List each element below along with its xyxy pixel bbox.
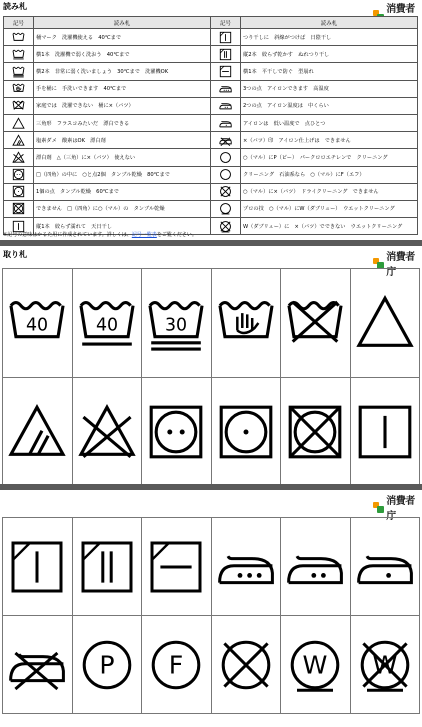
taking-card[interactable]	[72, 616, 142, 714]
taking-card[interactable]	[350, 378, 420, 487]
taking-cards-grid-1	[2, 268, 420, 487]
right-symbol-cell	[211, 166, 241, 183]
right-reading-text: クリーニング 石油系なら ○（マル）にF（エフ）	[241, 166, 418, 183]
wash-40-icon	[12, 31, 25, 44]
temp-label: 40	[95, 315, 118, 336]
taking-card[interactable]	[211, 616, 281, 714]
tumble-dry-high-icon	[12, 168, 25, 181]
taking-card[interactable]	[350, 616, 420, 714]
right-reading-text: 2つの点 アイロン温度は 中くらい	[241, 97, 418, 114]
do-not-wetclean-icon	[219, 220, 232, 233]
tumble-dry-high-icon	[145, 401, 207, 463]
left-reading-text: □（四角）の中に ○と点2個 タンブル乾燥 80℃まで	[34, 166, 211, 183]
table-row	[4, 46, 418, 63]
table-header-row	[4, 17, 418, 29]
left-reading-text: 漂白剤 △（三角）に×（バツ） 使えない	[34, 149, 211, 166]
iron-high-icon	[219, 82, 232, 95]
drip-dry-icon	[219, 48, 232, 61]
taking-card[interactable]	[281, 518, 351, 616]
do-not-iron-icon	[219, 134, 232, 147]
temp-label: 30	[165, 315, 188, 336]
right-symbol-cell	[211, 46, 241, 63]
drip-dry-icon	[77, 537, 137, 597]
left-symbol-cell	[4, 80, 34, 97]
caa-logo-icon	[372, 501, 384, 514]
taking-card[interactable]	[142, 518, 212, 616]
iron-high-icon	[216, 537, 276, 597]
taking-card[interactable]	[72, 269, 142, 378]
right-symbol-cell	[211, 218, 241, 235]
caa-logo-text: 消費者	[386, 4, 415, 15]
right-reading-text: 横1本 平干しで防ぐ 型崩れ	[241, 63, 418, 80]
taking-card[interactable]	[211, 378, 281, 487]
left-reading-text: 縦1本 絞らず濡れて 天日干し	[34, 218, 211, 235]
taking-card[interactable]	[142, 616, 212, 714]
table-row	[4, 63, 418, 80]
right-reading-text: ×（バツ）印 アイロン仕上げは できません	[241, 132, 418, 149]
right-symbol-cell	[211, 80, 241, 97]
do-not-tumble-dry-icon	[12, 202, 25, 215]
caa-logo-text: 消費者庁	[386, 496, 415, 522]
right-reading-text: ○（マル）に×（バツ） ドライクリーニング できません	[241, 183, 418, 200]
iron-medium-icon	[219, 99, 232, 112]
taking-card[interactable]	[211, 518, 281, 616]
table-row	[4, 200, 418, 217]
right-reading-text: プロの技 ○（マル）にW（ダブリュー） ウエットクリーニング	[241, 200, 418, 217]
wash-30-very-gentle-icon	[12, 65, 25, 78]
symbol-letter: F	[169, 649, 184, 679]
table-row	[4, 29, 418, 46]
taking-card[interactable]	[3, 269, 73, 378]
tumble-dry-low-icon	[215, 401, 277, 463]
taking-card[interactable]	[72, 518, 142, 616]
table-row	[4, 80, 418, 97]
table-row	[4, 132, 418, 149]
drip-line-dry-icon	[354, 401, 416, 463]
taking-card[interactable]	[350, 269, 420, 378]
left-symbol-cell	[4, 200, 34, 217]
left-reading-text: 横2本 非常に弱く洗いましょう 30℃まで 洗濯機OK	[34, 63, 211, 80]
dryclean-p-icon	[77, 635, 137, 695]
left-reading-text: 三角形 フラスコみたいだ 漂白できる	[34, 114, 211, 131]
card-row	[3, 378, 420, 487]
caa-logo-text: 消費者庁	[386, 252, 415, 278]
do-not-bleach-icon	[12, 151, 25, 164]
section-divider-2	[0, 484, 422, 490]
do-not-tumble-dry-icon	[284, 401, 346, 463]
taking-card[interactable]	[72, 378, 142, 487]
do-not-dryclean-icon	[216, 635, 276, 695]
right-symbol-cell	[211, 132, 241, 149]
symbol-list-link[interactable]: 記号一覧表	[131, 232, 157, 238]
left-reading-text: 家庭では 洗濯できない 桶に×（バツ）	[34, 97, 211, 114]
card-row	[3, 269, 420, 378]
right-reading-text: つり干しに 斜線がつけば 日陰干し	[241, 29, 418, 46]
footnote	[3, 231, 197, 238]
table-row	[4, 97, 418, 114]
left-reading-text: 1個の点 タンブル乾燥 60℃まで	[34, 183, 211, 200]
right-symbol-cell	[211, 114, 241, 131]
flat-dry-icon	[219, 65, 232, 78]
left-reading-text: できません □（四角）に○（マル）の タンブル乾燥	[34, 200, 211, 217]
taking-card[interactable]	[281, 378, 351, 487]
hand-wash-icon	[215, 292, 277, 354]
taking-card[interactable]	[142, 378, 212, 487]
header-code-left: 記号	[4, 17, 34, 29]
do-not-iron-icon	[7, 635, 67, 695]
do-not-wash-icon	[284, 292, 346, 354]
flat-dry-icon	[146, 537, 206, 597]
left-reading-text: 横1本 洗濯機で弱く洗おう 40℃まで	[34, 46, 211, 63]
bleach-ok-icon	[12, 117, 25, 130]
taking-card[interactable]	[3, 378, 73, 487]
table-row	[4, 149, 418, 166]
right-reading-text: 縦2本 絞らず乾かす ぬれつり干し	[241, 46, 418, 63]
do-not-wetclean-icon	[355, 635, 415, 695]
left-reading-text: 桶マーク 洗濯機使える 40℃まで	[34, 29, 211, 46]
oxygen-bleach-icon	[12, 134, 25, 147]
card-row	[3, 616, 420, 714]
header-reading-left: 読み札	[34, 17, 211, 29]
do-not-bleach-icon	[76, 401, 138, 463]
right-symbol-cell	[211, 63, 241, 80]
left-symbol-cell	[4, 132, 34, 149]
left-symbol-cell	[4, 183, 34, 200]
line-dry-shade-icon	[7, 537, 67, 597]
right-symbol-cell	[211, 97, 241, 114]
symbol-letter: W	[372, 649, 398, 679]
left-symbol-cell	[4, 46, 34, 63]
temp-label: 40	[26, 315, 49, 336]
right-reading-text: W（ダブリュー）に ×（バツ）でできない ウエットクリーニング	[241, 218, 418, 235]
symbol-letter: P	[99, 649, 115, 679]
left-symbol-cell	[4, 166, 34, 183]
right-reading-text: ○（マル）にP（ピー） パークロロエチレンで クリーニング	[241, 149, 418, 166]
left-symbol-cell	[4, 63, 34, 80]
table-row	[4, 183, 418, 200]
wash-40-gentle-icon	[76, 292, 138, 354]
taking-card[interactable]	[3, 616, 73, 714]
taking-card[interactable]	[281, 616, 351, 714]
dryclean-p-icon	[219, 151, 232, 164]
hand-wash-icon	[12, 82, 25, 95]
card-row	[3, 518, 420, 616]
wash-30-very-gentle-icon	[145, 292, 207, 354]
table-row	[4, 114, 418, 131]
section-title-taking-cards: 取り札	[3, 250, 27, 259]
footnote-text-end: をご覧ください。	[156, 232, 197, 238]
header-reading-right: 読み札	[241, 17, 418, 29]
taking-card[interactable]	[142, 269, 212, 378]
left-reading-text: 塩素ダメ 酸素はOK 漂白剤	[34, 132, 211, 149]
oxygen-bleach-icon	[6, 401, 68, 463]
taking-card[interactable]	[350, 518, 420, 616]
taking-card[interactable]	[3, 518, 73, 616]
taking-card[interactable]	[281, 269, 351, 378]
wash-40-gentle-icon	[12, 48, 25, 61]
tumble-dry-low-icon	[12, 185, 25, 198]
taking-cards-grid-2	[2, 517, 420, 714]
section-divider	[0, 240, 422, 246]
right-symbol-cell	[211, 29, 241, 46]
wash-40-icon	[6, 292, 68, 354]
symbol-letter: W	[302, 649, 328, 679]
wetclean-icon	[219, 202, 232, 215]
left-symbol-cell	[4, 29, 34, 46]
left-reading-text: 手を桶に 手洗いできます 40℃まで	[34, 80, 211, 97]
do-not-dryclean-icon	[219, 185, 232, 198]
reading-cards-table	[3, 16, 418, 235]
do-not-wash-icon	[12, 99, 25, 112]
section-title-reading-cards: 読み札	[3, 2, 27, 11]
dryclean-f-icon	[219, 168, 232, 181]
left-symbol-cell	[4, 97, 34, 114]
line-dry-shade-icon	[219, 31, 232, 44]
right-reading-text: アイロンは 低い温度で 点ひとつ	[241, 114, 418, 131]
footnote-text: ※記号の意味はかるた用に作成されています。詳しくは、	[3, 232, 132, 238]
dryclean-f-icon	[146, 635, 206, 695]
bleach-ok-icon	[354, 292, 416, 354]
left-symbol-cell	[4, 149, 34, 166]
right-reading-text: 3つの点 アイロンできます 高温度	[241, 80, 418, 97]
iron-medium-icon	[285, 537, 345, 597]
iron-low-icon	[219, 117, 232, 130]
wetclean-icon	[285, 635, 345, 695]
right-symbol-cell	[211, 183, 241, 200]
right-symbol-cell	[211, 149, 241, 166]
left-symbol-cell	[4, 114, 34, 131]
right-symbol-cell	[211, 200, 241, 217]
taking-card[interactable]	[211, 269, 281, 378]
header-code-right: 記号	[211, 17, 241, 29]
iron-low-icon	[355, 537, 415, 597]
table-row	[4, 166, 418, 183]
